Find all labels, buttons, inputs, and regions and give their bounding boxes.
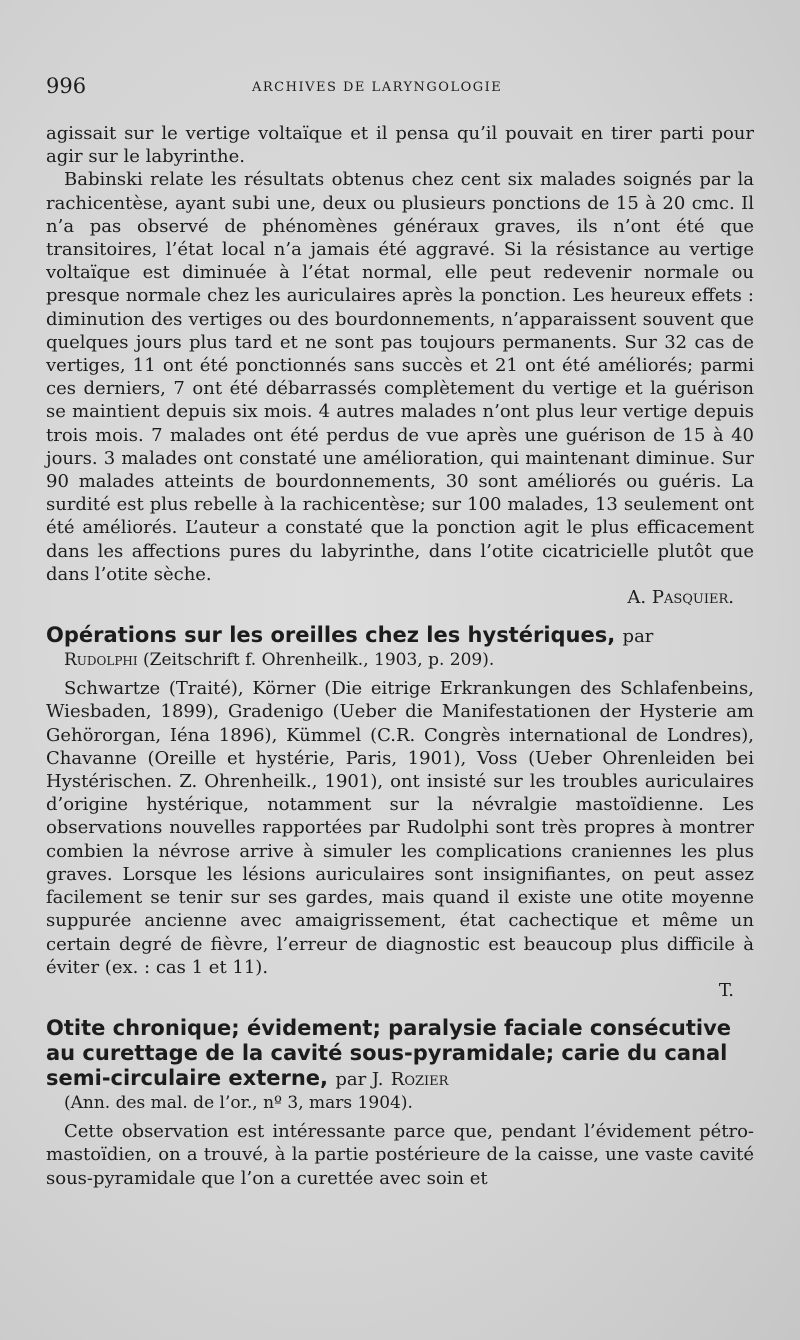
paragraph-continuation: agissait sur le vertige voltaïque et il pensa qu’il pouvait en tirer parti pour agir sur le labyrinthe. (46, 123, 754, 168)
article-heading-hysteriques (46, 623, 754, 649)
paragraph-babinski: Babinski relate les résultats obtenus chez cent six malades soignés par la rachicentèse, ayant subi une, deux ou plusieurs ponctions de 15 à 20 cmc. Il n’a pas observé de phénomènes généraux graves, ils n’ont été que transitoires, l’état local n’a jamais été aggravé. Si la résistance au vertige voltaïque est diminuée à l’état normal, elle peut redevenir normale ou presque normale chez les auriculaires après la ponction. Les heureux effets : diminution des vertiges ou des bourdonnements, n’apparaissent souvent que quelques jours plus tard et ne sont pas toujours permanents. Sur 32 cas de vertiges, 11 ont été ponctionnés sans succès et 21 ont été améliorés; parmi ces derniers, 7 ont été débarrassés complètement du vertige et la guérison se maintient depuis six mois. 4 autres malades n’ont plus leur vertige depuis trois mois. 7 malades ont été perdus de vue après une guérison de 15 à 40 jours. 3 malades ont constaté une amélioration, qui maintenant diminue. Sur 90 malades atteints de bourdonnements, 30 sont améliorés ou guéris. La surdité est plus rebelle à la rachicentèse; sur 100 malades, 13 seulement ont été améliorés. L’auteur a constaté que la ponction agit le plus efficacement dans les affections pures du labyrinthe, dans l’otite cicatricielle plutôt que dans l’otite sèche. (46, 169, 754, 585)
paragraph-schwartze: Schwartze (Traité), Körner (Die eitrige Erkrankungen des Schlafenbeins, Wiesbaden, 1899), Gradenigo (Ueber die Manifestationen der Hysterie am Gehörorgan, Iéna 1896), Kümmel (C.R. Congrès international de Londres), Chavanne (Oreille et hystérie, Paris, 1901), Voss (Ueber Ohrenleiden bei Hystérischen. Z. Ohrenheilk., 1901), ont insisté sur les troubles auriculaires d’origine hystérique, notamment sur la névralgie mastoïdienne. Les observations nouvelles rapportées par Rudolphi sont très propres à montrer combien la névrose arrive à simuler les complications craniennes les plus graves. Lorsque les lésions auriculaires sont insignifiantes, on peut assez facilement se tenir sur ses gardes, mais quand il existe une otite moyenne suppurée ancienne avec amaigrissement, état cachectique et même un certain degré de fièvre, l’erreur de diagnostic est beaucoup plus difficile à éviter (ex. : cas 1 et 11). (46, 678, 754, 978)
article-title: Otite chronique; évidement; paralysie faciale consécutive au curettage de la cavité sous-pyramidale; carie du canal semi-circulaire externe, (46, 1016, 732, 1091)
page-number: 996 (46, 74, 87, 98)
article-heading-otite (46, 1016, 754, 1092)
paragraph-observation: Cette observation est intéressante parce que, pendant l’évidement pétro-mastoïdien, on a trouvé, à la partie postérieure de la caisse, une vaste cavité sous-pyramidale que l’on a curettée avec soin et (46, 1121, 754, 1189)
article-reference (64, 1092, 754, 1114)
article-author: Rozier (390, 1069, 449, 1091)
article-title: Opérations sur les oreilles chez les hystériques, (46, 623, 616, 648)
article-by: par (622, 626, 654, 648)
article-reference (64, 649, 754, 671)
page-header (46, 74, 756, 104)
signature-t: T. (718, 979, 734, 1001)
article-author: Rudolphi (64, 650, 138, 671)
reference-citation: (Ann. des mal. de l’or., nº 3, mars 1904). (64, 1093, 413, 1114)
reference-citation: (Zeitschrift f. Ohrenheilk., 1903, p. 209). (143, 650, 495, 671)
article-by: par J. (335, 1069, 384, 1091)
running-title: ARCHIVES DE LARYNGOLOGIE (252, 80, 503, 95)
signature-pasquier: A. Pasquier. (627, 587, 734, 609)
page-body (46, 122, 754, 1190)
